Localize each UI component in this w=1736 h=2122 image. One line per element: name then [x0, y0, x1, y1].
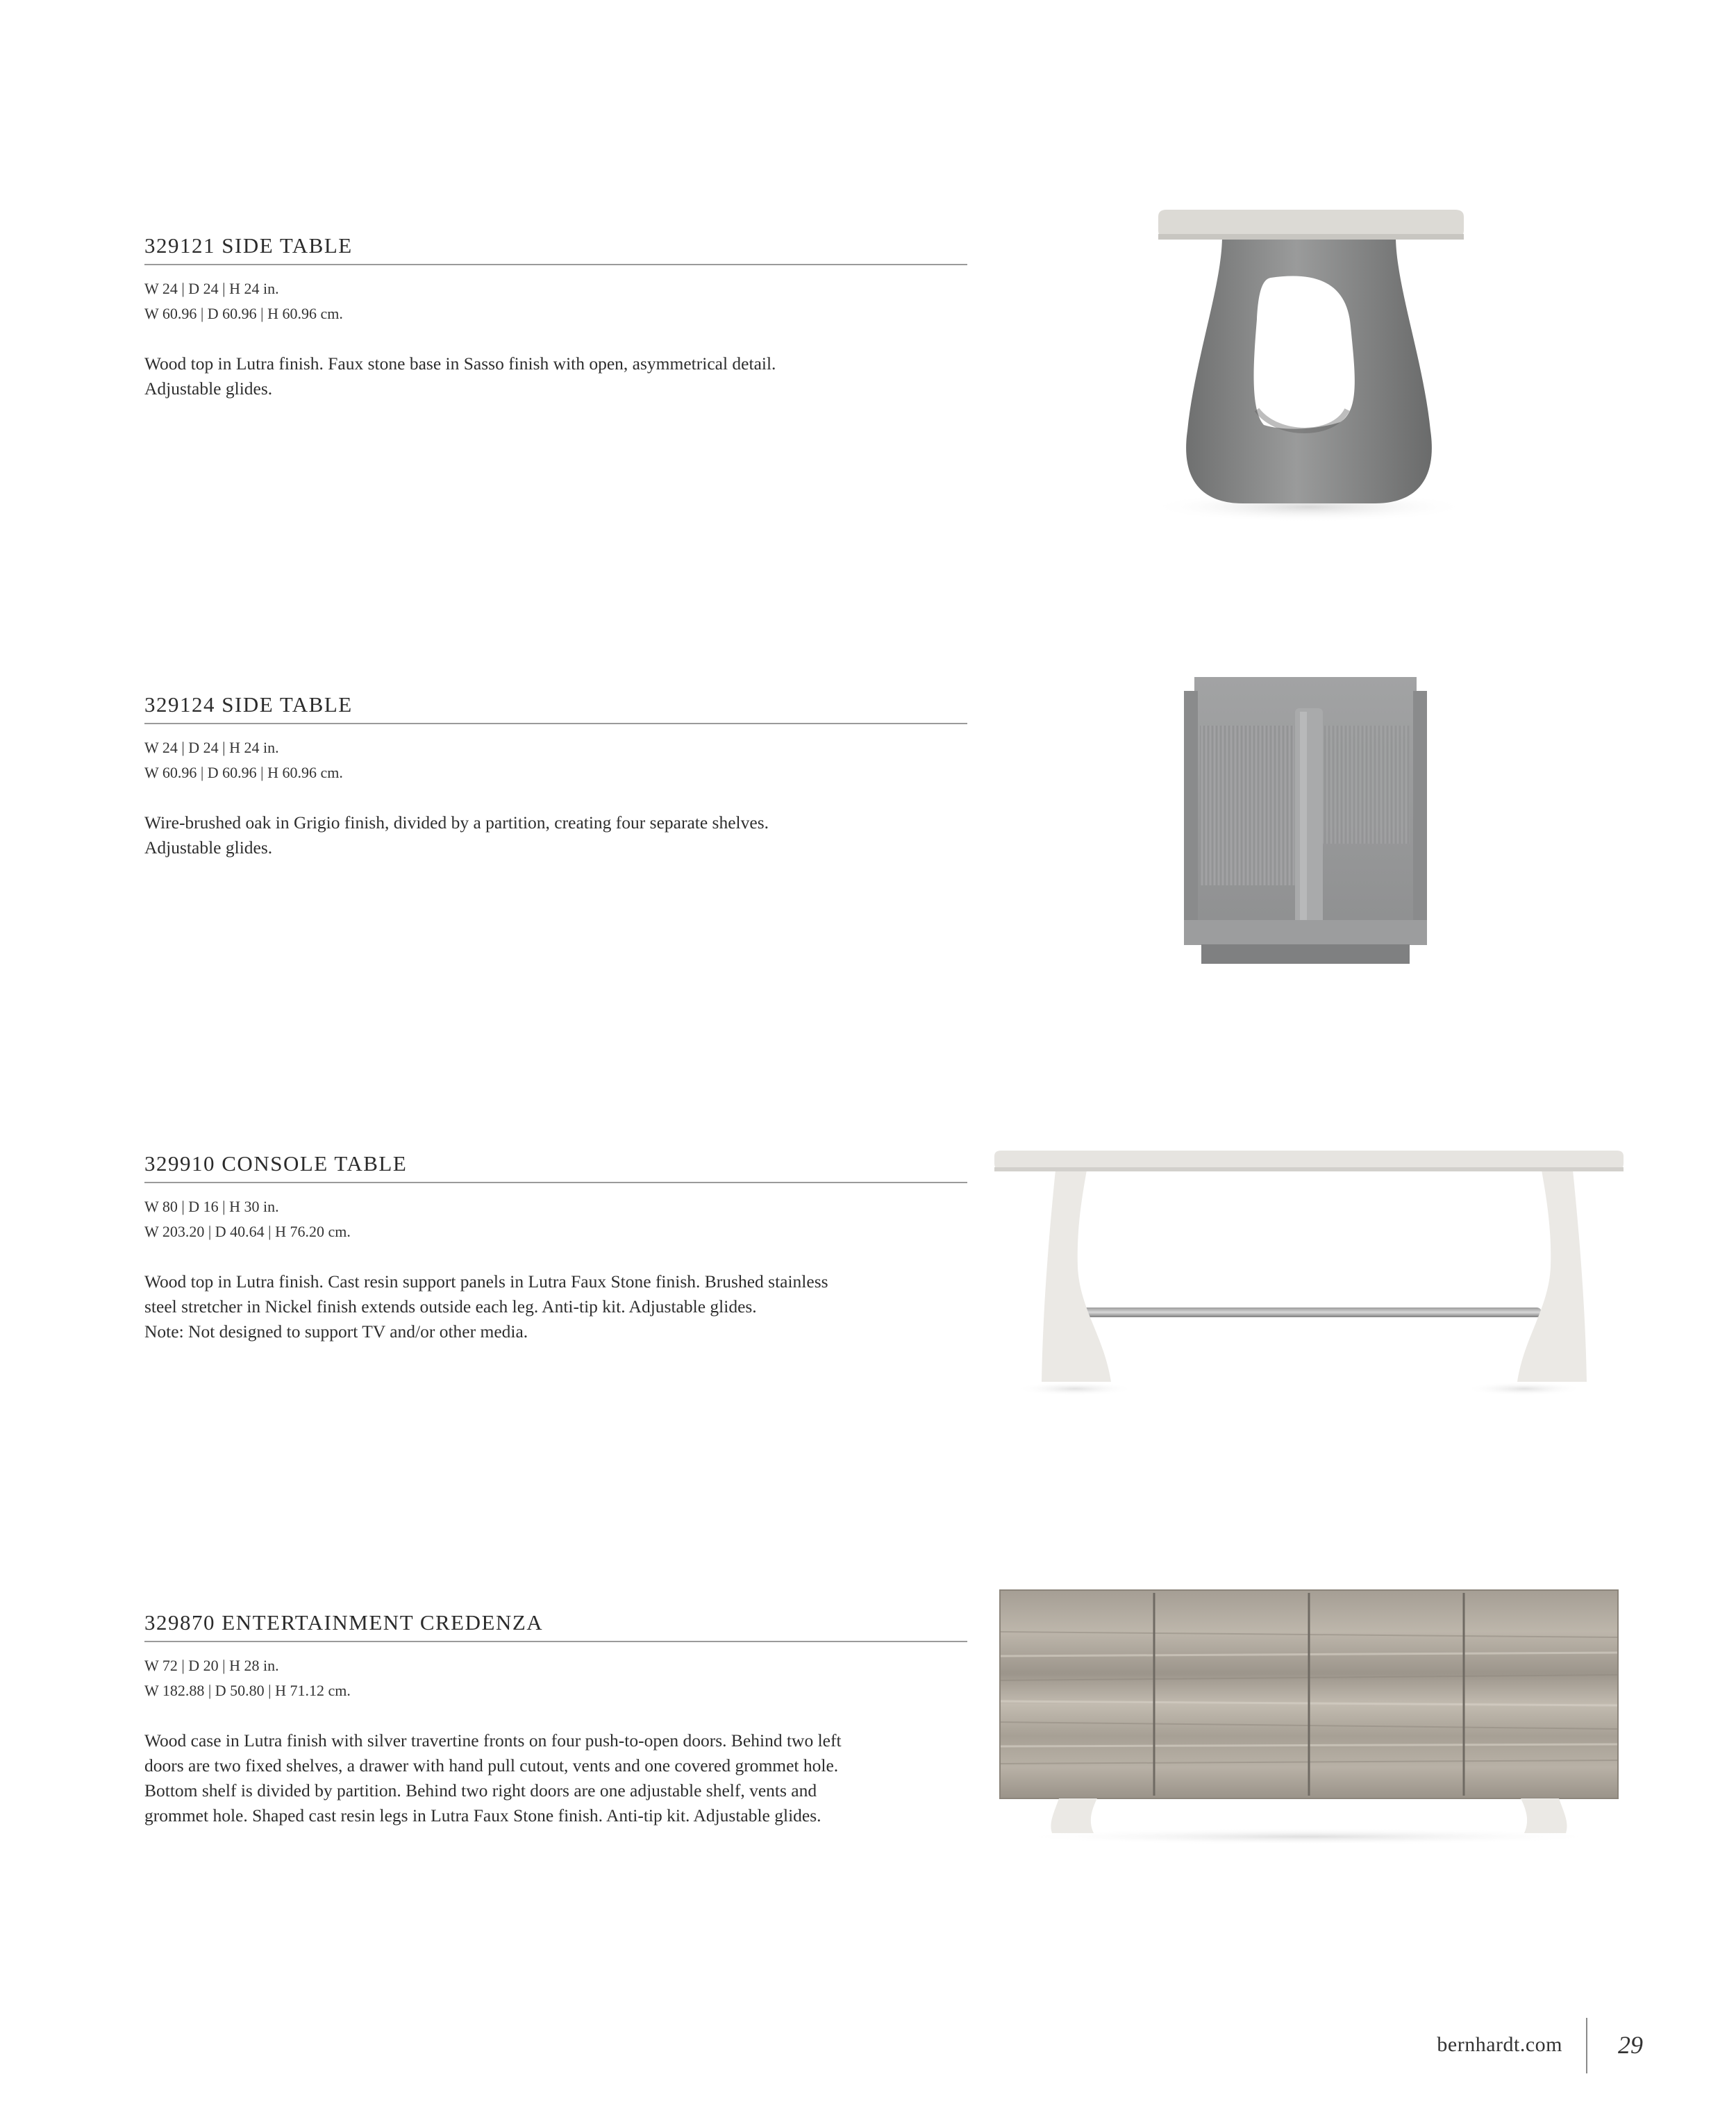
dimensions-cm: W 182.88 | D 50.80 | H 71.12 cm.	[144, 1682, 351, 1699]
product-description	[144, 1728, 967, 1828]
console-table-329910-image	[986, 1142, 1632, 1406]
product-329870	[144, 1610, 967, 1828]
description-line: steel stretcher in Nickel finish extends outside each leg. Anti-tip kit. Adjustable glides.	[144, 1296, 757, 1317]
side-table-329124-image	[1174, 670, 1437, 976]
side-table-329121-image	[1139, 201, 1479, 528]
footer-website[interactable]: bernhardt.com	[1437, 2033, 1562, 2056]
description-line: Adjustable glides.	[144, 837, 273, 858]
page-number: 29	[1618, 2031, 1643, 2059]
description-line: Wood top in Lutra finish. Cast resin support panels in Lutra Faux Stone finish. Brushed stainless	[144, 1271, 828, 1292]
dimensions-inches: W 24 | D 24 | H 24 in.	[144, 739, 279, 756]
dimensions-cm: W 203.20 | D 40.64 | H 76.20 cm.	[144, 1223, 351, 1240]
dimensions-inches: W 80 | D 16 | H 30 in.	[144, 1198, 279, 1215]
product-329121	[144, 233, 967, 401]
product-title: 329870 ENTERTAINMENT CREDENZA	[144, 1610, 967, 1642]
product-dimensions	[144, 735, 967, 785]
description-line: doors are two fixed shelves, a drawer with hand pull cutout, vents and one covered grommet hole.	[144, 1755, 839, 1776]
dimensions-cm: W 60.96 | D 60.96 | H 60.96 cm.	[144, 305, 343, 322]
product-title: 329121 SIDE TABLE	[144, 233, 967, 265]
product-dimensions	[144, 276, 967, 326]
description-line: Wood top in Lutra finish. Faux stone base in Sasso finish with open, asymmetrical detail.	[144, 353, 776, 374]
dimensions-cm: W 60.96 | D 60.96 | H 60.96 cm.	[144, 764, 343, 781]
dimensions-inches: W 72 | D 20 | H 28 in.	[144, 1657, 279, 1674]
product-dimensions	[144, 1653, 967, 1703]
description-line: grommet hole. Shaped cast resin legs in Lutra Faux Stone finish. Anti-tip kit. Adjustable glides.	[144, 1805, 821, 1826]
credenza-329870-image	[993, 1583, 1625, 1847]
dimensions-inches: W 24 | D 24 | H 24 in.	[144, 280, 279, 297]
product-329124	[144, 692, 967, 860]
description-line: Wire-brushed oak in Grigio finish, divided by a partition, creating four separate shelves.	[144, 812, 769, 833]
description-line: Adjustable glides.	[144, 378, 273, 399]
product-title: 329910 CONSOLE TABLE	[144, 1151, 967, 1183]
product-title: 329124 SIDE TABLE	[144, 692, 967, 724]
product-description	[144, 810, 967, 860]
product-description	[144, 1269, 967, 1344]
description-line: Bottom shelf is divided by partition. Behind two right doors are one adjustable shelf, vents and	[144, 1780, 817, 1801]
description-line: Note: Not designed to support TV and/or other media.	[144, 1321, 528, 1342]
product-description	[144, 351, 967, 401]
description-line: Wood case in Lutra finish with silver travertine fronts on four push-to-open doors. Behind two left	[144, 1730, 842, 1751]
product-dimensions	[144, 1194, 967, 1244]
footer-divider	[1586, 2018, 1587, 2073]
product-329910	[144, 1151, 967, 1344]
